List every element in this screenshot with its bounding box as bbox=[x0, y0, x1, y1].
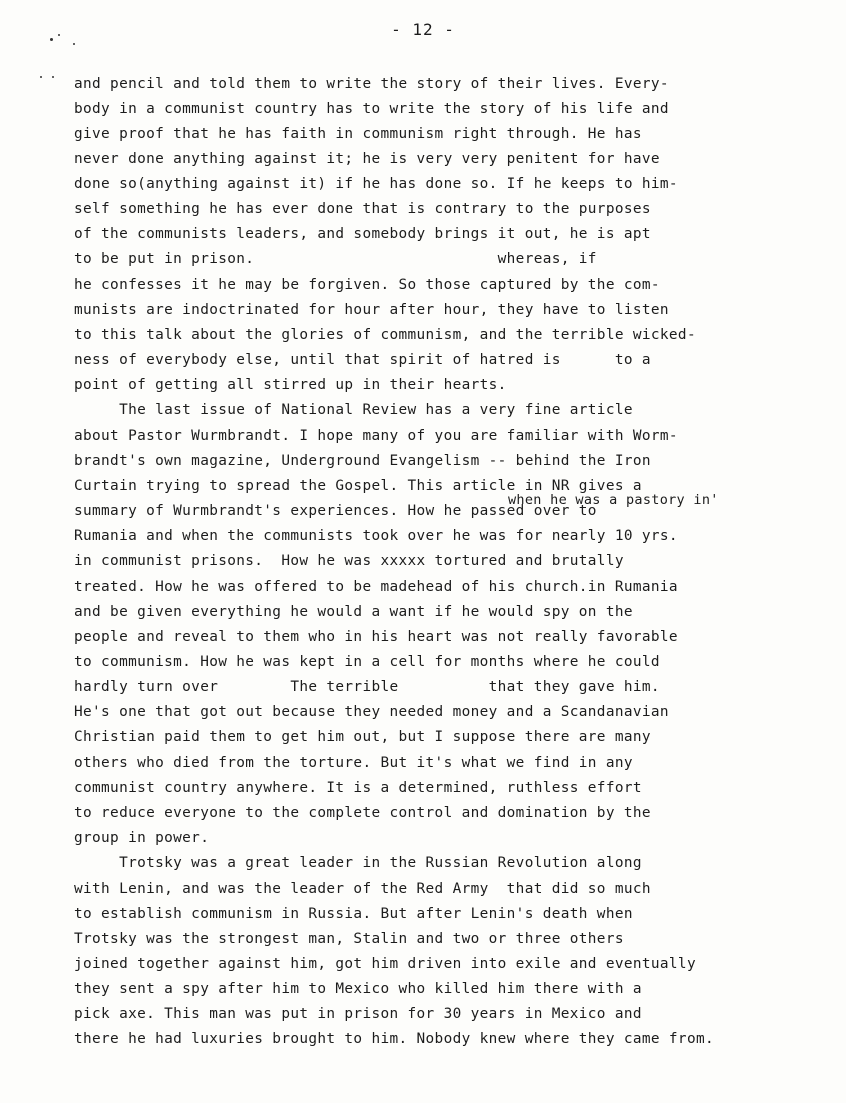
text-line: brandt's own magazine, Underground Evangelism -- behind the Iron bbox=[74, 453, 651, 469]
text-line: Trotsky was a great leader in the Russian Revolution along bbox=[74, 855, 642, 871]
text-line: and be given everything he would a want if he would spy on the bbox=[74, 604, 633, 620]
text-line: they sent a spy after him to Mexico who killed him there with a bbox=[74, 981, 642, 997]
text-line: to reduce everyone to the complete control and domination by the bbox=[74, 805, 651, 821]
text-line: point of getting all stirred up in their hearts. bbox=[74, 377, 507, 393]
speck-5 bbox=[52, 76, 54, 78]
interlinear-insertion: when he was a pastory in' bbox=[508, 492, 719, 508]
text-line: summary of Wurmbrandt's experiences. How he passed over to bbox=[74, 503, 597, 519]
text-line: to be put in prison. whereas, if bbox=[74, 251, 597, 267]
text-line: hardly turn over The terrible that they gave him. bbox=[74, 679, 660, 695]
text-line: of the communists leaders, and somebody brings it out, he is apt bbox=[74, 226, 651, 242]
text-line: in communist prisons. How he was xxxxx tortured and brutally bbox=[74, 553, 624, 569]
speck-2 bbox=[58, 34, 60, 36]
text-line: Christian paid them to get him out, but I suppose there are many bbox=[74, 729, 651, 745]
text-line: self something he has ever done that is contrary to the purposes bbox=[74, 201, 651, 217]
text-line: there he had luxuries brought to him. Nobody knew where they came from. bbox=[74, 1031, 714, 1047]
text-line: He's one that got out because they needed money and a Scandanavian bbox=[74, 704, 669, 720]
text-line: to establish communism in Russia. But after Lenin's death when bbox=[74, 906, 633, 922]
text-line: to communism. How he was kept in a cell for months where he could bbox=[74, 654, 660, 670]
text-line: The last issue of National Review has a very fine article bbox=[74, 402, 633, 418]
text-line: treated. How he was offered to be madehead of his church.in Rumania bbox=[74, 579, 678, 595]
text-line: others who died from the torture. But it's what we find in any bbox=[74, 755, 633, 771]
text-line: body in a communist country has to write the story of his life and bbox=[74, 101, 669, 117]
text-line: joined together against him, got him driven into exile and eventually bbox=[74, 956, 696, 972]
text-line: done so(anything against it) if he has done so. If he keeps to him- bbox=[74, 176, 678, 192]
text-line: people and reveal to them who in his heart was not really favorable bbox=[74, 629, 678, 645]
text-line: pick axe. This man was put in prison for 30 years in Mexico and bbox=[74, 1006, 642, 1022]
text-line: munists are indoctrinated for hour after hour, they have to listen bbox=[74, 302, 669, 318]
text-line: he confesses it he may be forgiven. So those captured by the com- bbox=[74, 277, 660, 293]
text-line: with Lenin, and was the leader of the Red Army that did so much bbox=[74, 881, 651, 897]
speck-1 bbox=[50, 38, 53, 41]
text-line: Trotsky was the strongest man, Stalin and two or three others bbox=[74, 931, 624, 947]
text-line: communist country anywhere. It is a determined, ruthless effort bbox=[74, 780, 642, 796]
text-line: group in power. bbox=[74, 830, 210, 846]
text-line: give proof that he has faith in communism right through. He has bbox=[74, 126, 642, 142]
page-number: - 12 - bbox=[391, 20, 455, 39]
text-line: Rumania and when the communists took over he was for nearly 10 yrs. bbox=[74, 528, 678, 544]
text-line: ness of everybody else, until that spirit of hatred is to a bbox=[74, 352, 651, 368]
speck-3 bbox=[73, 43, 75, 45]
text-line: about Pastor Wurmbrandt. I hope many of you are familiar with Worm- bbox=[74, 428, 678, 444]
text-line: to this talk about the glories of communism, and the terrible wicked- bbox=[74, 327, 696, 343]
text-line: never done anything against it; he is very very penitent for have bbox=[74, 151, 660, 167]
speck-4 bbox=[40, 76, 42, 78]
text-line: Curtain trying to spread the Gospel. This article in NR gives a bbox=[74, 478, 642, 494]
text-line: and pencil and told them to write the story of their lives. Every- bbox=[74, 76, 669, 92]
